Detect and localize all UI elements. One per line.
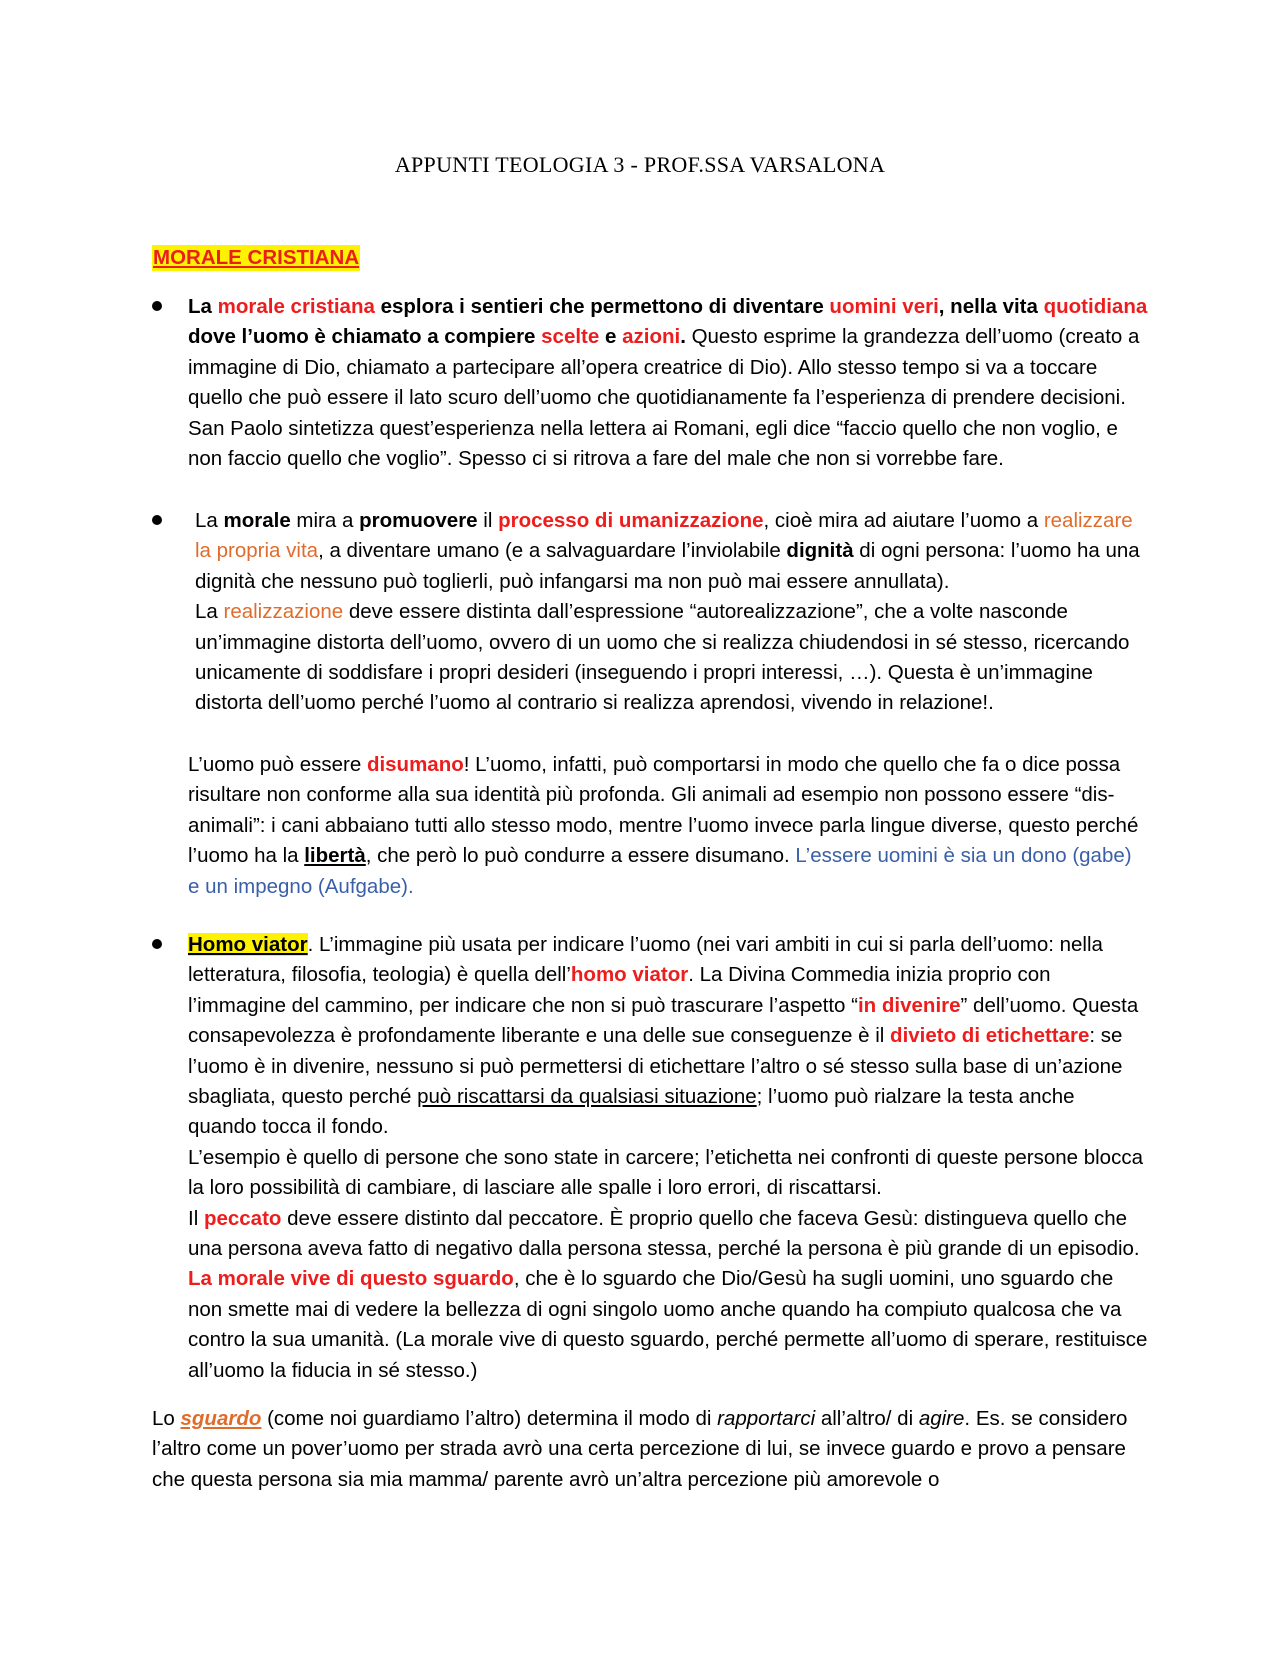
text-run: e	[599, 325, 623, 349]
text-run: La	[188, 295, 218, 318]
quote-dono-impegno: L’essere uomini è sia un dono (gabe) e un impegno (Aufgabe).	[188, 844, 1132, 898]
text-run: , che è lo sguardo che Dio/Gesù ha sugli uomini, uno sguardo che non smette mai di vedere la bellezza di ogni singolo uomo anche quando ha compiuto qualcosa che va contro la sua umanità. (La morale vive di questo sguardo, perché permette all’uomo di sperare, restituisce all’uomo la fiducia in sé stesso.)	[188, 1267, 1148, 1382]
paragraph-disumano	[188, 750, 1148, 902]
keyword-riscattarsi: può riscattarsi da qualsiasi situazione	[417, 1085, 757, 1109]
text-run: , che però lo può condurre a essere disumano.	[365, 844, 796, 868]
text-run: , nella vita	[938, 295, 1044, 318]
text-run: . Es. se considero l’altro come un pover’uomo per strada avrò una certa percezione di lui, se invece guardo e provo a pensare che questa persona sia mia mamma/ parente avrò un’altra percezione più amorevole o	[152, 1407, 1128, 1491]
paragraph-umanizzazione	[195, 506, 1145, 719]
keyword-disumano: disumano	[366, 753, 464, 776]
keyword-promuovere: promuovere	[359, 509, 478, 532]
keyword-morale-cristiana: morale cristiana	[217, 295, 375, 318]
text-run: L’uomo può essere	[188, 753, 367, 776]
text-run: dove l’uomo è chiamato a compiere	[188, 325, 542, 349]
bullet-icon	[152, 515, 162, 525]
text-run: all’altro/ di	[815, 1407, 919, 1430]
keyword-divieto-di-etichettare: divieto di etichettare	[890, 1024, 1090, 1048]
paragraph-homo-viator	[188, 930, 1148, 1386]
keyword-homo-viator-heading: Homo viator	[188, 933, 308, 956]
text-run: .	[680, 325, 686, 349]
text-run: . L’immagine più usata per indicare l’uomo (nei vari ambiti in cui si parla dell’uomo: nella letteratura, filosofia, teologia) è quella dell’	[188, 933, 1103, 987]
text-run: La	[195, 600, 224, 624]
keyword-morale: morale	[223, 509, 291, 532]
text-run: (come noi guardiamo l’altro) determina il modo di	[261, 1407, 718, 1430]
text-run: esplora i sentieri che permettono di diventare	[374, 295, 830, 318]
text-run: ” dell’uomo. Questa consapevolezza è profondamente liberante e una delle sue conseguenze è il	[188, 993, 1139, 1048]
keyword-realizzazione: realizzazione	[223, 600, 344, 624]
text-run: , a diventare umano (e a salvaguardare l’inviolabile	[318, 539, 787, 563]
page-title: APPUNTI TEOLOGIA 3 - PROF.SSA VARSALONA	[394, 152, 886, 177]
bullet-icon	[152, 939, 162, 949]
keyword-quotidiana: quotidiana	[1043, 295, 1148, 318]
keyword-dignita: dignità	[786, 539, 854, 563]
text-run: ; l’uomo può rialzare la testa anche quando tocca il fondo.	[188, 1085, 1075, 1139]
text-run: il	[477, 509, 499, 532]
keyword-morale-vive-di-questo-sguardo: La morale vive di questo sguardo	[188, 1267, 514, 1291]
text-run: . La Divina Commedia inizia proprio con l’immagine del cammino, per indicare che non si può trascurare l’aspetto “	[188, 963, 1051, 1017]
keyword-agire: agire	[918, 1407, 965, 1430]
text-run: di ogni persona: l’uomo ha una dignità che nessuno può toglierli, può infangarsi ma non può mai essere annullata).	[195, 539, 1140, 593]
text-run: deve essere distinto dal peccatore. È proprio quello che faceva Gesù: distingueva quello che una persona aveva fatto di negativo dalla persona stessa, perché la persona è più grande di un episodio.	[188, 1206, 1140, 1261]
keyword-rapportarci: rapportarci	[717, 1407, 816, 1430]
keyword-liberta: libertà	[304, 844, 366, 868]
text-run: , cioè mira ad aiutare l’uomo a	[763, 509, 1044, 532]
keyword-scelte: scelte	[541, 325, 600, 349]
bullet-icon	[152, 301, 162, 311]
keyword-peccato: peccato	[203, 1206, 282, 1230]
keyword-realizzare-la-propria-vita: realizzare la propria vita	[195, 509, 1133, 563]
paragraph-morale-cristiana	[188, 292, 1148, 474]
text-run: mira a	[290, 509, 360, 532]
text-run: Questo esprime la grandezza dell’uomo (creato a immagine di Dio, chiamato a partecipare all’opera creatrice di Dio). Allo stesso tempo si va a toccare quello che può essere il lato scuro dell’uomo che quotidianamente fa l’esperienza di prendere decisioni. San Paolo sintetizza quest’esperienza nella lettera ai Romani, egli dice “faccio quello che non voglio, e non faccio quello che voglio”. Spesso ci si ritrova a fare del male che non si vorrebbe fare.	[188, 325, 1140, 471]
text-run: ! L’uomo, infatti, può comportarsi in modo che quello che fa o dice possa risultare non conforme alla sua identità più profonda. Gli animali ad esempio non possono essere “dis-animali”: i cani abbaiano tutti allo stesso modo, mentre l’uomo invece parla lingue diverse, questo perché l’uomo ha la	[188, 753, 1139, 868]
text-run: : se l’uomo è in divenire, nessuno si può permettersi di etichettare l’altro o sé stesso sulla base di un’azione sbagliata, questo perché	[188, 1024, 1123, 1109]
text-run: L’esempio è quello di persone che sono state in carcere; l’etichetta nei confronti di queste persone blocca la loro possibilità di cambiare, di lasciare alle spalle i loro errori, di riscattarsi.	[188, 1145, 1143, 1200]
text-run: Lo	[152, 1407, 181, 1430]
section-heading: MORALE CRISTIANA	[153, 246, 360, 269]
keyword-uomini-veri: uomini veri	[829, 295, 939, 318]
keyword-processo-di-umanizzazione: processo di umanizzazione	[498, 509, 764, 532]
keyword-azioni: azioni	[622, 325, 681, 349]
keyword-in-divenire: in divenire	[857, 993, 961, 1017]
keyword-homo-viator: homo viator	[570, 963, 689, 987]
text-run: La	[195, 509, 224, 532]
text-run: Il	[188, 1206, 204, 1230]
paragraph-sguardo	[152, 1404, 1142, 1495]
text-run: deve essere distinta dall’espressione “autorealizzazione”, che a volte nasconde un’immagine distorta dell’uomo, ovvero di un uomo che si realizza chiudendosi in sé stesso, ricercando unicamente di soddisfare i propri desideri (inseguendo i propri interessi, …). Questa è un’immagine distorta dell’uomo perché l’uomo al contrario si realizza aprendosi, vivendo in relazione!.	[195, 600, 1130, 715]
keyword-sguardo: sguardo	[180, 1407, 262, 1430]
